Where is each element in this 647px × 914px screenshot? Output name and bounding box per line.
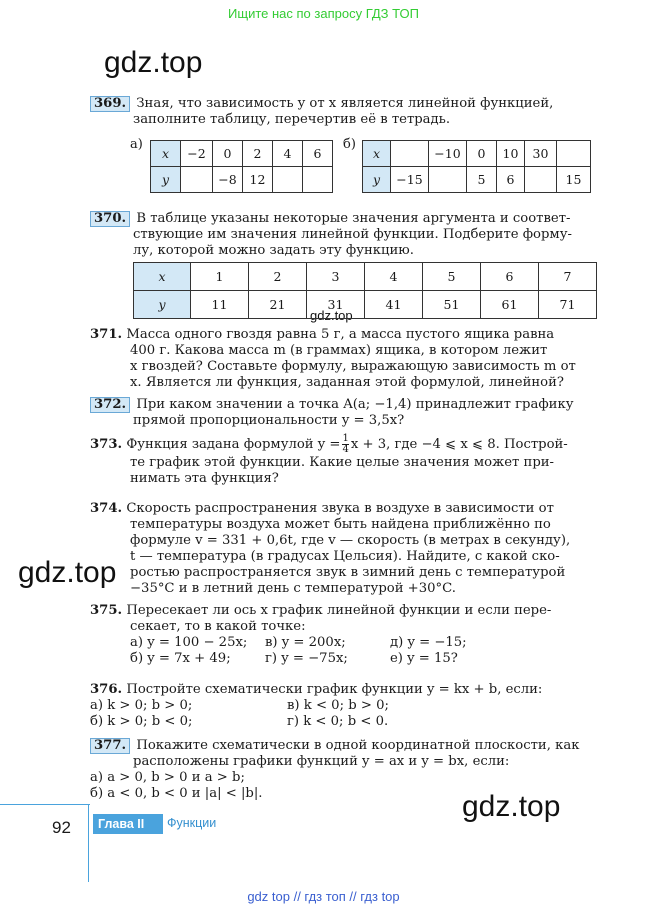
- problem-text: секает, то в какой точке:: [130, 619, 306, 634]
- table-row: [363, 167, 591, 193]
- table-cell: −15: [391, 167, 429, 193]
- problem-number: 371.: [90, 327, 123, 342]
- table-label: а): [130, 137, 143, 152]
- problem-375: [90, 603, 600, 667]
- table-cell: [181, 167, 213, 193]
- problem-374: [90, 501, 600, 597]
- table-cell: 21: [249, 291, 307, 319]
- table-cell: y: [134, 291, 191, 319]
- problem-number: 377.: [90, 738, 130, 754]
- fraction: [342, 434, 348, 455]
- problem-text: прямой пропорциональности y = 3,5x?: [133, 413, 405, 428]
- table-cell: 6: [481, 263, 539, 291]
- table-cell: y: [363, 167, 391, 193]
- problem-text: Пересекает ли ось x график линейной функции и если пере-: [126, 603, 552, 618]
- bottom-banner[interactable]: gdz top // гдз топ // гдз top: [247, 889, 400, 904]
- problem-370: [90, 211, 600, 259]
- table-cell: 7: [539, 263, 597, 291]
- problem-number: 369.: [90, 96, 130, 112]
- table-row: [151, 167, 333, 193]
- problem-text: 400 г. Какова масса m (в граммах) ящика, в котором лежит: [130, 343, 548, 358]
- table-cell: 5: [423, 263, 481, 291]
- problem-text: расположены графики функций y = ax и y = bx, если:: [133, 754, 510, 769]
- watermark: gdz.top: [462, 790, 561, 823]
- table-369b: [362, 140, 591, 193]
- problem-369: [90, 96, 600, 128]
- table-cell: 0: [467, 141, 497, 167]
- table-cell: 3: [307, 263, 365, 291]
- table-cell: 2: [243, 141, 273, 167]
- problem-text: Функция задана формулой y =: [126, 437, 341, 452]
- table-cell: x: [151, 141, 181, 167]
- table-cell: x: [134, 263, 191, 291]
- problem-number: 376.: [90, 682, 123, 697]
- problem-text: те график этой функции. Какие целые значения может при-: [130, 455, 555, 470]
- problem-377: [90, 738, 600, 802]
- fraction-denominator: 4: [342, 444, 349, 455]
- option: б) y = 7x + 49;: [130, 651, 231, 666]
- table-cell: 2: [249, 263, 307, 291]
- problem-371: [90, 327, 600, 391]
- table-369a: [150, 140, 333, 193]
- table-cell: [303, 167, 333, 193]
- fraction-numerator: 1: [342, 433, 349, 444]
- table-cell: 6: [303, 141, 333, 167]
- table-cell: 1: [191, 263, 249, 291]
- problem-373: [90, 434, 600, 487]
- problem-372: [90, 397, 600, 429]
- problem-text: x гвоздей? Составьте формулу, выражающую зависимость m от: [130, 359, 576, 374]
- option: в) k < 0; b > 0;: [287, 698, 389, 713]
- table-row: [134, 291, 597, 319]
- option: а) k > 0; b > 0;: [90, 698, 193, 713]
- watermark: gdz.top: [104, 46, 203, 79]
- table-label: б): [343, 137, 356, 152]
- table-row: [151, 141, 333, 167]
- chapter-label: Глава II: [93, 814, 163, 834]
- table-cell: −10: [429, 141, 467, 167]
- problem-number: 374.: [90, 501, 123, 516]
- problem-text: Покажите схематически в одной координатной плоскости, как: [136, 738, 580, 753]
- option: е) y = 15?: [390, 651, 458, 666]
- table-cell: 30: [525, 141, 557, 167]
- option: д) y = −15;: [390, 635, 467, 650]
- option: в) y = 200x;: [265, 635, 346, 650]
- watermark: gdz.top: [18, 556, 117, 589]
- problem-text: При каком значении a точка A(a; −1,4) принадлежит графику: [136, 397, 574, 412]
- footer-divider: [88, 804, 89, 882]
- problem-text: ростью распространяется звук в зимний день с температурой: [130, 565, 566, 580]
- problem-text: Зная, что зависимость y от x является линейной функцией,: [136, 96, 554, 111]
- problem-376: [90, 682, 600, 730]
- problem-number: 373.: [90, 437, 123, 452]
- problem-number: 375.: [90, 603, 123, 618]
- table-370: [133, 262, 597, 319]
- watermark: gdz.top: [310, 308, 353, 323]
- table-cell: 71: [539, 291, 597, 319]
- table-cell: 12: [243, 167, 273, 193]
- table-cell: −8: [213, 167, 243, 193]
- problem-number: 370.: [90, 211, 130, 227]
- problem-text: Постройте схематически график функции y = kx + b, если:: [126, 682, 543, 697]
- table-cell: 11: [191, 291, 249, 319]
- option: а) a > 0, b > 0 и a > b;: [90, 770, 245, 785]
- problem-text: Масса одного гвоздя равна 5 г, а масса пустого ящика равна: [126, 327, 555, 342]
- problem-text: заполните таблицу, перечертив её в тетрадь.: [133, 112, 451, 127]
- table-cell: 5: [467, 167, 497, 193]
- table-cell: 4: [273, 141, 303, 167]
- table-cell: 6: [497, 167, 525, 193]
- table-cell: 51: [423, 291, 481, 319]
- problem-text: ствующие им значения линейной функции. Подберите форму-: [133, 227, 572, 242]
- problem-text: x + 3, где −4 ⩽ x ⩽ 8. Построй-: [350, 437, 568, 452]
- table-cell: 10: [497, 141, 525, 167]
- table-cell: 31: [307, 291, 365, 319]
- top-banner[interactable]: Ищите нас по запросу ГДЗ ТОП: [228, 6, 419, 21]
- problem-text: Скорость распространения звука в воздухе в зависимости от: [126, 501, 554, 516]
- option: а) y = 100 − 25x;: [130, 635, 248, 650]
- options: [90, 635, 600, 667]
- option: б) a < 0, b < 0 и |a| < |b|.: [90, 786, 263, 801]
- table-cell: [429, 167, 467, 193]
- table-cell: 0: [213, 141, 243, 167]
- problem-text: лу, которой можно задать эту функцию.: [133, 243, 414, 258]
- table-cell: [273, 167, 303, 193]
- table-cell: 61: [481, 291, 539, 319]
- page-number: 92: [52, 818, 71, 837]
- option: б) k > 0; b < 0;: [90, 714, 193, 729]
- problem-number: 372.: [90, 397, 130, 413]
- problem-text: В таблице указаны некоторые значения аргумента и соответ-: [136, 211, 571, 226]
- table-cell: x: [363, 141, 391, 167]
- table-cell: y: [151, 167, 181, 193]
- options: [90, 698, 600, 730]
- table-cell: [525, 167, 557, 193]
- problem-text: формуле v = 331 + 0,6t, где v — скорость (в метрах в секунду),: [130, 533, 571, 548]
- problem-text: x. Является ли функция, заданная этой формулой, линейной?: [130, 375, 564, 390]
- table-row: [363, 141, 591, 167]
- problem-text: нимать эта функция?: [130, 471, 279, 486]
- table-cell: [557, 141, 591, 167]
- table-cell: [391, 141, 429, 167]
- table-cell: 4: [365, 263, 423, 291]
- footer-divider: [0, 804, 90, 805]
- table-cell: 41: [365, 291, 423, 319]
- option: г) y = −75x;: [265, 651, 348, 666]
- table-cell: 15: [557, 167, 591, 193]
- table-row: [134, 263, 597, 291]
- problem-text: t — температура (в градусах Цельсия). Найдите, с какой ско-: [130, 549, 560, 564]
- problem-text: температуры воздуха может быть найдена приближённо по: [130, 517, 551, 532]
- chapter-title: Функции: [167, 816, 217, 830]
- problem-text: −35°C и в летний день с температурой +30°C.: [130, 581, 456, 596]
- option: г) k < 0; b < 0.: [287, 714, 389, 729]
- table-cell: −2: [181, 141, 213, 167]
